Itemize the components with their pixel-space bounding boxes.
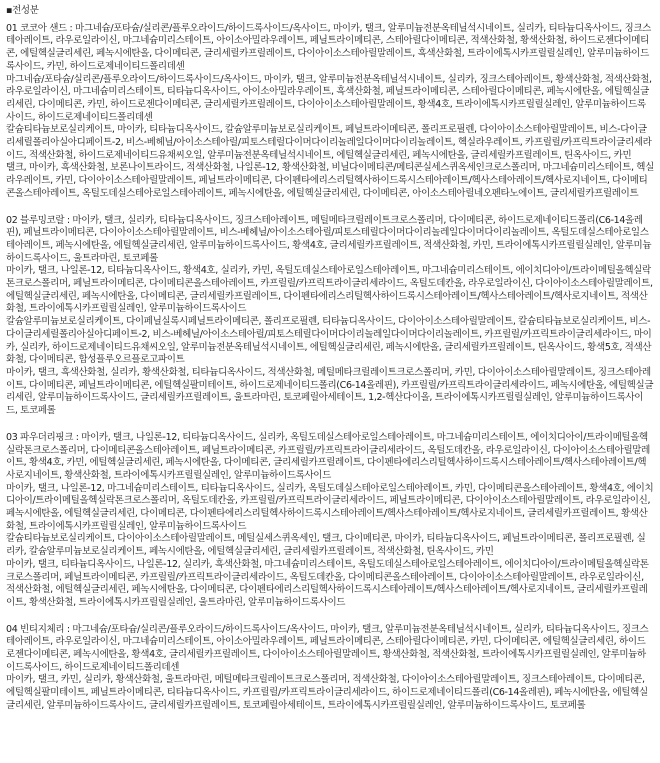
ingredient-paragraph: 마그네슘/포타슘/실리콘/플루오라이드/하이드록사이드/옥사이드, 마이카, 탤크, 알루미늄전분옥테닐석시네이트, 실리카, 징크스테아레이트, 황색산화철, 적색산화철, 라우로일라이신, 마그네슘미리스테이트, 티타늄디옥사이드, 아이소아밀라우레이트, 흑색산화철, 페닐트라이메티콘, 스테아릴다이메티콘, 페녹시에탄올, 에틸헥실글리세린, 다이메티콘, 카민, 하이드로젠다이메티콘, 글리세릴카프릴레이트, 다이아이소스테아릴말레이트, 황색4호, 트라이에톡시카프릴릴실레인, 알루미늄하이드록사이드, 하이드로제네이티드폴리데센 <box>6 73 652 123</box>
ingredient-paragraph: 탤크, 마이카, 흑색산화철, 보론나이트라이드, 적색산화철, 나일론-12, 황색산화철, 비닐다이메티콘/메티콘실세스퀴옥세인크로스폴리머, 마그네슘미리스테이트, 헥실라우레이트, 카민, 다이아이소스테아릴말레이트, 페닐트라이메티콘, 다이펜타에리스리틸헥사하이드록시스테아레이트/헥사스테아레이트/헥사로지네이트, 다이메티콘올스테아레이트, 옥틸도데실스테아로일스테아레이트, 페녹시에탄올, 에틸헥실글리세린, 다이메티콘, 아이소스테아릴네오펜타노에이트, 글리세릴카프릴레이트 <box>6 162 654 199</box>
ingredient-paragraph: 04 빈티지체리 : 마그네슘/포타슘/실리콘/플루오라이드/하이드록사이드/옥사이드, 마이카, 탤크, 알루미늄전분옥테닐석시네이트, 실리카, 티타늄디옥사이드, 징크스테아레이트, 라우로일라이신, 마그네슘미리스테이트, 아이소아밀라우레이트, 페닐트라이메티콘, 스테아릴다이메티콘, 카민, 다이메티콘, 에틸헥실글리세린, 하이드로젠다이메티콘, 페녹시에탄올, 황색4호, 글리세릴카프릴레이트, 다이아이소스테아릴말레이트, 황색산화철, 적색산화철, 트라이에톡시카프릴릴실레인, 알루미늄하이드록사이드, 하이드로제네이티드폴리데센 <box>6 623 649 673</box>
ingredient-paragraph: 03 파우더리핑크 : 마이카, 탤크, 나일론-12, 티타늄디옥사이드, 실리카, 옥틸도데실스테아로일스테아레이트, 마그네슘미리스테이트, 에이치디아이/트라이메틸올헥실락톤크로스폴리머, 다이메티콘올스테아레이트, 페닐트라이메티콘, 카프릴릴/카프릭트라이글리세라이드, 옥틸도데칸올, 라우로일라이신, 다이아이소스테아릴말레이트, 황색4호, 카민, 에틸헥실글리세린, 페녹시에탄올, 다이메티콘, 글리세릴카프릴레이트, 다이펜타에리스리틸헥사하이드록시스테아레이트/헥사스테아레이트/헥사로지네이트, 황색산화철, 트라이에톡시카프릴릴실레인, 알루미늄하이드록사이드 <box>6 431 650 481</box>
ingredient-paragraph: 마이카, 탤크, 나일론-12, 티타늄디옥사이드, 황색4호, 실리카, 카민, 옥틸도데실스테아로일스테아레이트, 마그네슘미리스테이트, 에이치디아이/트라이메틸올헥실락톤크로스폴리머, 페닐트라이메티콘, 다이메티콘올스테아레이트, 카프릴릴/카프릭트라이글리세라이드, 옥틸도데칸올, 라우로일라이신, 다이아이소스테아릴말레이트, 에틸헥실글리세린, 페녹시에탄올, 다이메티콘, 글리세릴카프릴레이트, 다이펜타에리스리틸헥사하이드록시스테아레이트/헥사스테아레이트/헥사로지네이트, 적색산화철, 트라이에톡시카프릴릴실레인, 알루미늄하이드록사이드 <box>6 265 653 315</box>
shade-section-02 <box>6 215 654 418</box>
ingredient-paragraph: 칼슘티타늄보로실리케이트, 마이카, 티타늄디옥사이드, 칼슘알루미늄보로실리케이트, 페닐트라이메티콘, 폴리프로필렌, 다이아이소스테아릴말레이트, 비스-다이글리세릴폴리아실아디페이트-2, 비스-베헤닐/아이소스테아릴/피토스테릴다이머다이리놀레일다이머다이리놀레이트, 헥실라우레이트, 카프릴릴/카프릭트라이글리세라이드, 적색산화철, 하이드로제네이티드유채씨오일, 알루미늄전분옥테닐석시네이트, 에틸헥실글리세린, 페녹시에탄올, 글리세릴카프릴레이트, 틴옥사이드, 카민 <box>6 124 652 161</box>
ingredient-paragraph: 02 블루밍코랄 : 마이카, 탤크, 실리카, 티타늄디옥사이드, 징크스테아레이트, 메틸메타크릴레이트크로스폴리머, 다이메티콘, 하이드로제네이티드폴리(C6-14올레핀), 페닐트라이메티콘, 다이아이소스테아릴말레이트, 비스-베헤닐/아이소스테아릴/피토스테릴다이머다이리놀레일다이머다이리놀레이트, 옥틸도데실스테아로일스테아레이트, 페녹시에탄올, 에틸헥실글리세린, 알루미늄하이드록사이드, 황색4호, 글리세릴카프릴레이트, 적색산화철, 카민, 트라이에톡시카프릴릴실레인, 알루미늄하이드록사이드, 울트라마린, 토코페롤 <box>6 214 652 264</box>
document-title: ▪전성분 <box>6 5 39 16</box>
ingredient-paragraph: 마이카, 탤크, 카민, 실리카, 황색산화철, 울트라마린, 메틸메타크릴레이트크로스폴리머, 적색산화철, 다이아이소스테아릴말레이트, 징크스테아레이트, 다이메티콘, 에틸헥실팔미테이트, 페닐트라이메티콘, 티타늄디옥사이드, 카프릴릴/카프릭트라이글리세라이드, 하이드로제네이티드폴리(C6-14올레핀), 페녹시에탄올, 에틸헥실글리세린, 알루미늄하이드록사이드, 글리세릴카프릴레이트, 토코페릴아세테이트, 트라이에톡시카프릴릴실레인, 알루미늄하이드록사이드, 토코페롤 <box>6 674 648 711</box>
ingredient-paragraph: 칼슘티타늄보로실리케이트, 다이아이소스테아릴말레이트, 메틸실세스퀴옥세인, 탤크, 다이메티콘, 마이카, 티타늄디옥사이드, 페닐트라이메티콘, 폴리프로필렌, 실리카, 칼슘알루미늄보로실리케이트, 페녹시에탄올, 에틸헥실글리세린, 글리세릴카프릴레이트, 적색산화철, 틴옥사이드, 카민 <box>6 533 646 558</box>
shade-section-04 <box>6 624 654 713</box>
shade-section-01 <box>6 23 654 201</box>
ingredient-paragraph: 마이카, 탤크, 흑색산화철, 실리카, 황색산화철, 티타늄디옥사이드, 적색산화철, 메틸메타크릴레이트크로스폴리머, 카민, 다이아이소스테아릴말레이트, 징크스테아레이트, 다이메티콘, 페닐트라이메티콘, 에틸헥실팔미테이트, 하이드로제네이티드폴리(C6-14올레핀), 카프릴릴/카프릭트라이글리세라이드, 페녹시에탄올, 에틸헥실글리세린, 알루미늄하이드록사이드, 글리세릴카프릴레이트, 울트라마린, 토코페릴아세테이트, 1,2-헥산다이올, 트라이에톡시카프릴릴실레인, 알루미늄하이드록사이드, 토코페롤 <box>6 366 654 417</box>
ingredient-paragraph: 마이카, 탤크, 나일론-12, 마그네슘미리스테이트, 티타늄디옥사이드, 실리카, 옥틸도데실스테아로일스테아레이트, 카민, 다이메티콘올스테아레이트, 황색4호, 에이치디아이/트라이메틸올헥실락톤크로스폴리머, 옥틸도데칸올, 카프릴릴/카프릭트라이글리세라이드, 페닐트라이메티콘, 다이아이소스테아릴말레이트, 라우로일라이신, 페녹시에탄올, 에틸헥실글리세린, 다이메티콘, 다이펜타에리스리틸헥사하이드록시스테아레이트/헥사스테아레이트/헥사로지네이트, 글리세릴카프릴레이트, 황색산화철, 트라이에톡시카프릴릴실레인, 알루미늄하이드록사이드 <box>6 482 654 532</box>
ingredient-paragraph: 칼슘알루미늄보로실리케이트, 다이페닐실록시페닐트라이메티콘, 폴리프로필렌, 티타늄디옥사이드, 다이아이소스테아릴말레이트, 칼슘티타늄보로실리케이트, 비스-다이글리세릴폴리아실아디페이트-2, 비스-베헤닐/아이소스테아릴/피토스테릴다이머다이리놀레일다이머다이리놀레이트, 카프릴릴/카프릭트라이글리세라이드, 마이카, 실리카, 하이드로제네이티드유채씨오일, 알루미늄전분옥테닐석시네이트, 에틸헥실글리세린, 페녹시에탄올, 글리세릴카프릴레이트, 틴옥사이드, 황색5호, 적색산화철, 다이메티콘, 합성플루오르플로고파이트 <box>6 316 652 366</box>
ingredient-paragraph: 마이카, 탤크, 티타늄디옥사이드, 나일론-12, 실리카, 흑색산화철, 마그네슘미리스테이트, 옥틸도데실스테아로일스테아레이트, 에이치디아이/트라이메틸올헥실락톤크로스폴리머, 페닐트라이메티콘, 카프릴릴/카프릭트라이글리세라이드, 옥틸도데칸올, 다이메티콘올스테아레이트, 다이아이소스테아릴말레이트, 라우로일라이신, 적색산화철, 에틸헥실글리세린, 페녹시에탄올, 다이메티콘, 다이펜타에리스리틸헥사하이드록시스테아레이트/헥사스테아레이트/헥사로지네이트, 글리세릴카프릴레이트, 황색산화철, 트라이에톡시카프릴릴실레인, 울트라마린, 알루미늄하이드록사이드 <box>6 558 649 608</box>
ingredient-paragraph: 01 코코아 샌드 : 마그네슘/포타슘/실리콘/플루오라이드/하이드록사이드/옥사이드, 마이카, 탤크, 알루미늄전분옥테닐석시네이트, 실리카, 티타늄디옥사이드, 징크스테아레이트, 라우로일라이신, 마그네슘미리스테이트, 아이소아밀라우레이트, 페닐트라이메티콘, 스테아릴다이메티콘, 적색산화철, 황색산화철, 하이드로젠다이메티콘, 에틸헥실글리세린, 페녹시에탄올, 다이메티콘, 글리세릴카프릴레이트, 다이아이소스테아릴말레이트, 흑색산화철, 트라이에톡시카프릴릴실레인, 알루미늄하이드록사이드, 카민, 하이드로제네이티드폴리데센 <box>6 22 651 72</box>
shade-section-03 <box>6 432 654 610</box>
